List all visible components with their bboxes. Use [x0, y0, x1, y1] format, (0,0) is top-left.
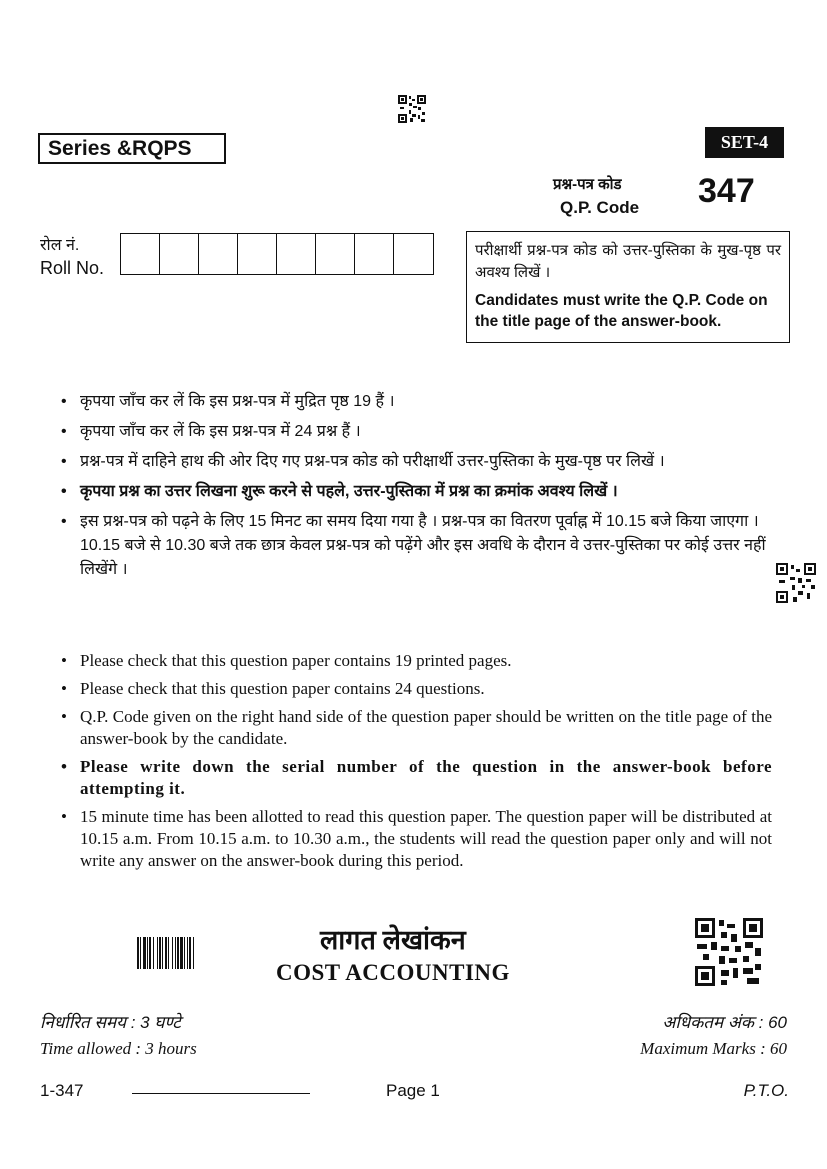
instruction-item: [58, 480, 772, 504]
bullet-icon: •: [61, 651, 67, 670]
bullet-icon: •: [61, 423, 67, 440]
roll-number-boxes[interactable]: [120, 233, 434, 275]
instruction-item: [58, 650, 772, 672]
set-badge: SET-4: [705, 127, 784, 158]
subject-title-hindi: लागत लेखांकन: [320, 925, 466, 955]
qr-code-bottom: [695, 918, 763, 986]
bullet-icon: •: [61, 513, 67, 530]
instruction-text: कृपया जाँच कर लें कि इस प्रश्न-पत्र में मुद्रित पृष्ठ 19 हैं ।: [80, 393, 395, 410]
instruction-item: [58, 510, 772, 582]
roll-number-digit-box[interactable]: [355, 234, 394, 274]
instruction-item: [58, 450, 772, 474]
maximum-marks-hindi: अधिकतम अंक : 60: [662, 1013, 787, 1032]
notice-text-english: Candidates must write the Q.P. Code on the title page of the answer-book.: [475, 292, 768, 330]
roll-number-digit-box[interactable]: [160, 234, 199, 274]
roll-number-digit-box[interactable]: [238, 234, 277, 274]
series-label: Series &RQPS: [38, 133, 226, 164]
footer-page-number: Page 1: [386, 1081, 440, 1100]
instruction-text: इस प्रश्न-पत्र को पढ़ने के लिए 15 मिनट का समय दिया गया है । प्रश्न-पत्र का वितरण पूर्वाह्न में 10.15 बजे किया जाएगा । 10.15 बजे से 10.30 बजे तक छात्र केवल प्रश्न-पत्र को पढ़ेंगे और इस अवधि के दौरान वे उत्तर-पुस्तिका पर कोई उत्तर नहीं लिखेंगे ।: [80, 513, 766, 578]
instruction-text: Please check that this question paper contains 24 questions.: [80, 679, 485, 698]
bullet-icon: •: [61, 453, 67, 470]
instruction-item: [58, 678, 772, 700]
bullet-icon: •: [61, 483, 67, 500]
instruction-item: [58, 806, 772, 872]
bullet-icon: •: [61, 707, 67, 726]
instruction-item: [58, 420, 772, 444]
barcode: [137, 937, 221, 969]
roll-number-digit-box[interactable]: [316, 234, 355, 274]
roll-number-digit-box[interactable]: [277, 234, 316, 274]
roll-number-digit-box[interactable]: [199, 234, 238, 274]
bullet-icon: •: [61, 757, 68, 776]
roll-number-digit-box[interactable]: [121, 234, 160, 274]
instruction-text: Please check that this question paper contains 19 printed pages.: [80, 651, 512, 670]
footer-paper-code: 1-347: [40, 1081, 84, 1100]
footer-divider: [132, 1093, 310, 1094]
bullet-icon: •: [61, 393, 67, 410]
instructions-hindi: [58, 390, 772, 588]
instructions-english: [58, 650, 772, 878]
instruction-text: Please write down the serial number of the question in the answer-book before attempting it.: [80, 757, 772, 798]
instruction-item: [58, 390, 772, 414]
qp-code-label: Q.P. Code: [560, 198, 640, 217]
roll-number-label: Roll No.: [40, 258, 105, 278]
instruction-text: 15 minute time has been allotted to read this question paper. The question paper will be distributed at 10.15 a.m. From 10.15 a.m. to 10.30 a.m., the students will read the question paper only and will not write any answer on the answer-book during this period.: [80, 807, 772, 870]
bullet-icon: •: [61, 807, 67, 826]
time-allowed: Time allowed : 3 hours: [40, 1039, 197, 1058]
instruction-text: Q.P. Code given on the right hand side of the question paper should be written on the title page of the answer-book by the candidate.: [80, 707, 772, 748]
subject-title: COST ACCOUNTING: [276, 960, 510, 985]
instruction-text: कृपया जाँच कर लें कि इस प्रश्न-पत्र में 24 प्रश्न हैं ।: [80, 423, 361, 440]
instruction-item: [58, 706, 772, 750]
bullet-icon: •: [61, 679, 67, 698]
maximum-marks: Maximum Marks : 60: [640, 1039, 787, 1058]
qp-code-label-hindi: प्रश्न-पत्र कोड: [553, 176, 622, 193]
instruction-text: प्रश्न-पत्र में दाहिने हाथ की ओर दिए गए प्रश्न-पत्र कोड को परीक्षार्थी उत्तर-पुस्तिका के मुख-पृष्ठ पर लिखें ।: [80, 453, 665, 470]
instruction-item: [58, 756, 772, 800]
roll-number-digit-box[interactable]: [394, 234, 433, 274]
qp-code-notice-box: [466, 231, 790, 343]
qr-code-side: [776, 563, 816, 603]
qr-code-top: [398, 95, 426, 123]
qp-code-number: 347: [698, 172, 755, 210]
footer-pto: P.T.O.: [743, 1081, 789, 1100]
notice-text-hindi: परीक्षार्थी प्रश्न-पत्र कोड को उत्तर-पुस्तिका के मुख-पृष्ठ पर अवश्य लिखें ।: [475, 242, 781, 281]
roll-number-label-hindi: रोल नं.: [40, 237, 80, 254]
instruction-text: कृपया प्रश्न का उत्तर लिखना शुरू करने से पहले, उत्तर-पुस्तिका में प्रश्न का क्रमांक अवश्य लिखें ।: [80, 483, 618, 500]
time-allowed-hindi: निर्धारित समय : 3 घण्टे: [40, 1013, 181, 1032]
